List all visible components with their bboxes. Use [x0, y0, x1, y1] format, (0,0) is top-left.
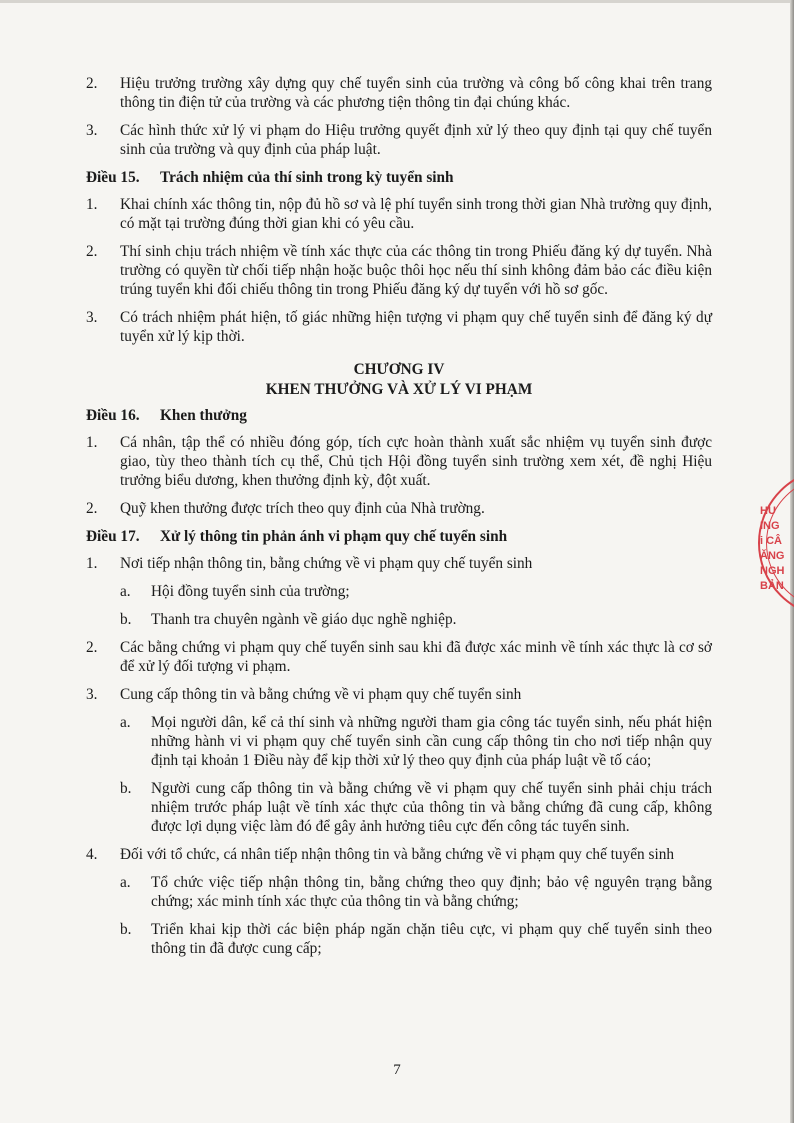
clause-17-4-a	[86, 873, 712, 911]
clause-text: Cá nhân, tập thể có nhiều đóng góp, tích cực hoàn thành xuất sắc nhiệm vụ tuyển sinh được giao, tùy theo thành tích cụ thể, Chủ tịch Hội đồng tuyển sinh trường xem xét, đề nghị Hiệu trưởng biểu dương, khen thưởng định kỳ, đột xuất.	[120, 434, 712, 489]
clause-17-1	[86, 554, 712, 573]
red-seal-stamp	[752, 468, 794, 618]
clause-number: 2.	[86, 639, 98, 656]
point-letter: b.	[120, 780, 132, 797]
point-letter: b.	[120, 921, 132, 938]
clause-17-1-a	[86, 582, 712, 601]
clause-17-4-b	[86, 920, 712, 958]
clause-text: Thí sinh chịu trách nhiệm về tính xác thực của các thông tin trong Phiếu đăng ký dự tuyển. Nhà trường có quyền từ chối tiếp nhận hoặc buộc thôi học nếu thí sinh không đảm bảo các điều kiện trúng tuyển khi đối chiếu thông tin trong Phiếu đăng ký dự tuyển với hồ sơ gốc.	[120, 243, 712, 298]
clause-text: Có trách nhiệm phát hiện, tố giác những hiện tượng vi phạm quy chế tuyển sinh để đăng ký dự tuyển xử lý kịp thời.	[120, 309, 712, 345]
clause-15-3	[86, 308, 712, 346]
article-15-heading	[86, 168, 712, 187]
clause-number: 4.	[86, 846, 98, 863]
point-text: Mọi người dân, kể cả thí sinh và những người tham gia công tác tuyển sinh, nếu phát hiện những hành vi vi phạm quy chế tuyển sinh cần cung cấp thông tin cho nơi tiếp nhận quy định tại khoản 1 Điều này để kịp thời xử lý theo quy định của pháp luật về tố cáo;	[151, 714, 712, 769]
seal-line: ING	[760, 520, 780, 532]
clause-text: Các bằng chứng vi phạm quy chế tuyển sinh sau khi đã được xác minh về tính xác thực là cơ sở để xử lý đối tượng vi phạm.	[120, 639, 712, 675]
point-text: Tổ chức việc tiếp nhận thông tin, bằng chứng theo quy định; bảo vệ nguyên trạng bằng chứng; xác minh tính xác thực của thông tin và bằng chứng;	[151, 874, 712, 910]
article-number: Điều 17.	[86, 528, 140, 545]
seal-line: NGH	[760, 565, 785, 577]
point-letter: a.	[120, 714, 131, 731]
clause-16-2	[86, 499, 712, 518]
article-title: Khen thưởng	[160, 407, 247, 424]
article-title: Xử lý thông tin phản ánh vi phạm quy chế tuyển sinh	[160, 528, 508, 545]
clause-17-3-a	[86, 713, 712, 770]
clause-text: Các hình thức xử lý vi phạm do Hiệu trưởng quyết định xử lý theo quy định tại quy chế tuyển sinh của trường và quy định của pháp luật.	[120, 122, 712, 158]
clause-number: 3.	[86, 309, 98, 326]
point-letter: b.	[120, 611, 132, 628]
clause-number: 1.	[86, 196, 98, 213]
clause-17-2	[86, 638, 712, 676]
clause-text: Đối với tổ chức, cá nhân tiếp nhận thông tin và bằng chứng về vi phạm quy chế tuyển sinh	[120, 846, 674, 863]
article-number: Điều 16.	[86, 407, 140, 424]
clause-text: Hiệu trưởng trường xây dựng quy chế tuyển sinh của trường và công bố công khai trên trang thông tin điện tử của trường và các phương tiện thông tin đại chúng khác.	[120, 75, 712, 111]
clause-number: 2.	[86, 75, 98, 92]
point-letter: a.	[120, 583, 131, 600]
article-16-heading	[86, 406, 712, 425]
clause-number: 1.	[86, 555, 98, 572]
page-top-edge	[0, 0, 794, 3]
point-text: Triển khai kịp thời các biện pháp ngăn chặn tiêu cực, vi phạm quy chế tuyển sinh theo thông tin đã được cung cấp;	[151, 921, 712, 957]
clause-text: Quỹ khen thưởng được trích theo quy định của Nhà trường.	[120, 500, 485, 517]
page-number: 7	[393, 1062, 401, 1078]
clause-number: 2.	[86, 243, 98, 260]
clause-number: 3.	[86, 686, 98, 703]
point-text: Người cung cấp thông tin và bằng chứng về vi phạm quy chế tuyển sinh phải chịu trách nhiệm trước pháp luật về tính xác thực của thông tin và bằng chứng đã cung cấp, không được lợi dụng việc làm đó để gây ảnh hưởng tiêu cực đến công tác tuyển sinh.	[151, 780, 712, 835]
clause-17-3	[86, 685, 712, 704]
clause-number: 2.	[86, 500, 98, 517]
clause-text: Cung cấp thông tin và bằng chứng về vi phạm quy chế tuyển sinh	[120, 686, 522, 703]
clause-17-1-b	[86, 610, 712, 629]
point-text: Hội đồng tuyển sinh của trường;	[151, 583, 350, 600]
article-17-heading	[86, 527, 712, 546]
clause-17-4	[86, 845, 712, 864]
chapter-heading	[86, 360, 712, 400]
clause-14-2	[86, 74, 712, 112]
seal-line: i CÂ	[760, 535, 782, 547]
clause-number: 1.	[86, 434, 98, 451]
chapter-number: CHƯƠNG IV	[353, 361, 445, 378]
clause-number: 3.	[86, 122, 98, 139]
seal-line: ĂNG	[760, 550, 785, 562]
chapter-title: KHEN THƯỞNG VÀ XỬ LÝ VI PHẠM	[265, 381, 533, 398]
clause-16-1	[86, 433, 712, 490]
article-number: Điều 15.	[86, 169, 140, 186]
point-letter: a.	[120, 874, 131, 891]
clause-15-2	[86, 242, 712, 299]
seal-text	[760, 504, 784, 594]
clause-text: Nơi tiếp nhận thông tin, bằng chứng về vi phạm quy chế tuyển sinh	[120, 555, 533, 572]
seal-line: HU	[760, 505, 776, 517]
clause-text: Khai chính xác thông tin, nộp đủ hồ sơ và lệ phí tuyển sinh trong thời gian Nhà trường quy định, có mặt tại trường đúng thời gian khi có yêu cầu.	[120, 196, 712, 232]
clause-17-3-b	[86, 779, 712, 836]
clause-14-3	[86, 121, 712, 159]
seal-line: BẢN	[760, 580, 784, 592]
point-text: Thanh tra chuyên ngành về giáo dục nghề nghiệp.	[151, 611, 457, 628]
clause-15-1	[86, 195, 712, 233]
page-body	[86, 74, 712, 967]
article-title: Trách nhiệm của thí sinh trong kỳ tuyển sinh	[160, 169, 454, 186]
